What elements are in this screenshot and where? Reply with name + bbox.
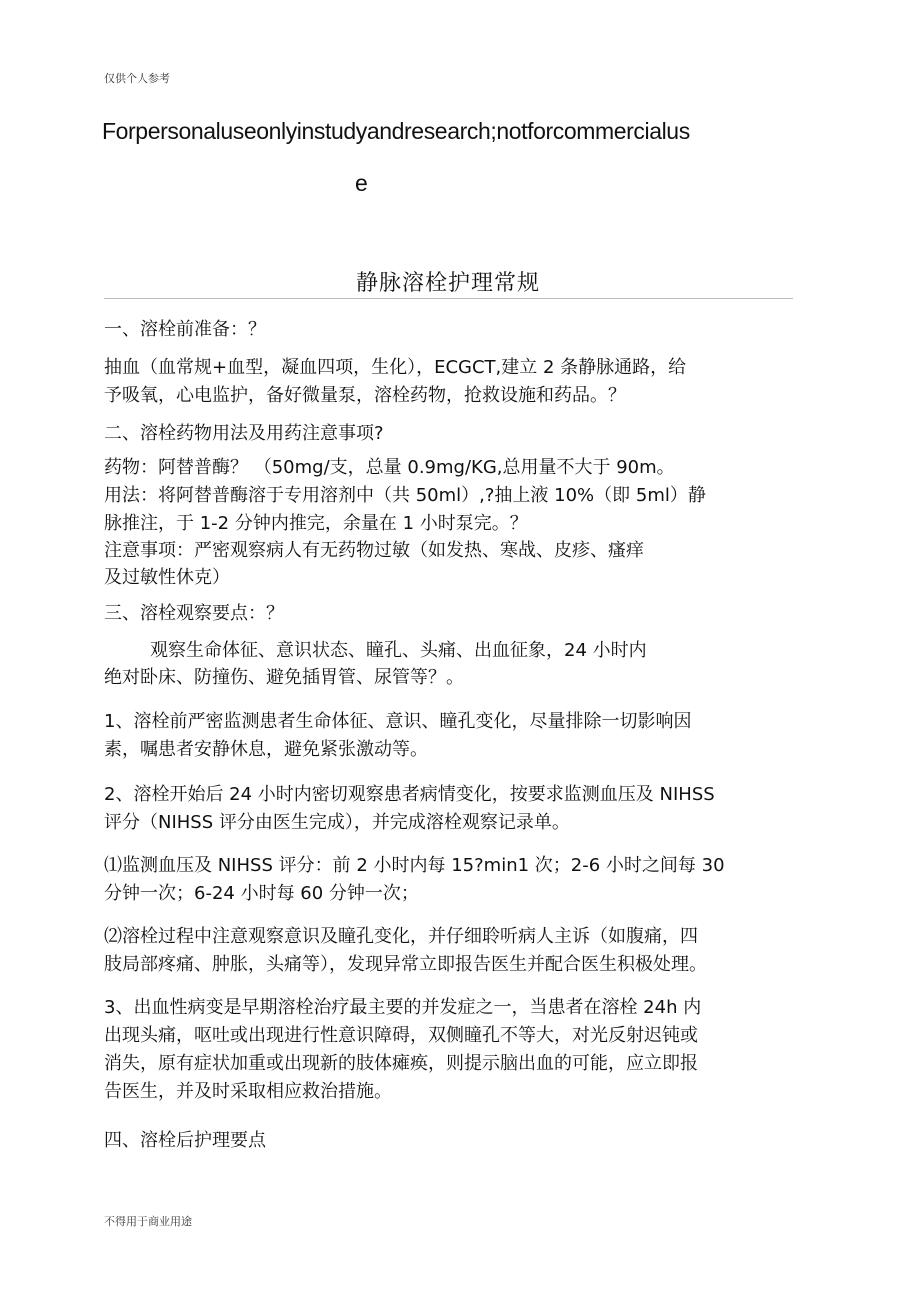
section-2-usage-line-2: 脉推注，于 1-2 分钟内推完，余量在 1 小时泵完。？ — [104, 513, 528, 534]
item-3-line-2: 出现头痛，呕吐或出现进行性意识障碍，双侧瞳孔不等大，对光反射迟钝或 — [104, 1025, 698, 1046]
item-1-line-1: 1、溶栓前严密监测患者生命体征、意识、瞳孔变化，尽量排除一切影响因 — [104, 711, 692, 732]
section-3-heading: 三、溶栓观察要点：？ — [104, 603, 284, 624]
footer-note: 不得用于商业用途 — [104, 1215, 192, 1228]
section-4-heading: 四、溶栓后护理要点 — [104, 1130, 266, 1151]
section-1-text-line-1: 抽血（血常规+血型，凝血四项，生化），ECGCT,建立 2 条静脉通路，给 — [104, 357, 687, 378]
section-3-intro-line-2: 绝对卧床、防撞伤、避免插胃管、尿管等？。 — [104, 667, 464, 688]
section-2-drug: 药物：阿替普酶？ （50mg/支，总量 0.9mg/KG,总用量不大于 90m。 — [104, 457, 675, 478]
section-2-note-line-2: 及过敏性休克） — [104, 567, 230, 588]
sub-item-1-line-2: 分钟一次；6-24 小时每 60 分钟一次； — [104, 883, 419, 904]
document-title: 静脉溶栓护理常规 — [355, 271, 540, 296]
item-3-line-3: 消失，原有症状加重或出现新的肢体瘫痪，则提示脑出血的可能，应立即报 — [104, 1053, 698, 1074]
item-3-line-1: 3、出血性病变是早期溶栓治疗最主要的并发症之一，当患者在溶栓 24h 内 — [104, 997, 702, 1018]
sub-item-2-line-1: ⑵溶栓过程中注意观察意识及瞳孔变化，并仔细聆听病人主诉（如腹痛，四 — [104, 926, 698, 947]
title-divider — [104, 298, 793, 299]
section-1-heading: 一、溶栓前准备：？ — [104, 319, 266, 340]
sub-item-2-line-2: 肢局部疼痛、肿胀，头痛等），发现异常立即报告医生并配合医生积极处理。 — [104, 954, 707, 975]
item-2-line-1: 2、溶栓开始后 24 小时内密切观察患者病情变化，按要求监测血压及 NIHSS — [104, 784, 715, 805]
item-3-line-4: 告医生，并及时采取相应救治措施。 — [104, 1081, 392, 1102]
item-2-line-2: 评分（NIHSS 评分由医生完成），并完成溶栓观察记录单。 — [104, 812, 570, 833]
section-2-note-line-1: 注意事项：严密观察病人有无药物过敏（如发热、寒战、皮疹、瘙痒 — [104, 540, 644, 561]
item-1-line-2: 素，嘱患者安静休息，避免紧张激动等。 — [104, 739, 428, 760]
header-note: 仅供个人参考 — [104, 72, 170, 85]
section-3-intro-line-1: 观察生命体征、意识状态、瞳孔、头痛、出血征象，24 小时内 — [150, 640, 647, 661]
section-1-text-line-2: 予吸氧，心电监护，备好微量泵，溶栓药物，抢救设施和药品。？ — [104, 385, 626, 406]
section-2-usage-line-1: 用法：将阿替普酶溶于专用溶剂中（共 50ml）,?抽上液 10%（即 5ml）静 — [104, 485, 706, 506]
sub-item-1-line-1: ⑴监测血压及 NIHSS 评分：前 2 小时内每 15?min1 次；2-6 小时之间每 30 — [104, 855, 725, 876]
watermark-line-2: e — [355, 170, 368, 196]
section-2-heading: 二、溶栓药物用法及用药注意事项? — [104, 423, 384, 444]
watermark-line-1: Forpersonaluseonlyinstudyandresearch;notforcommercialus — [102, 118, 690, 144]
